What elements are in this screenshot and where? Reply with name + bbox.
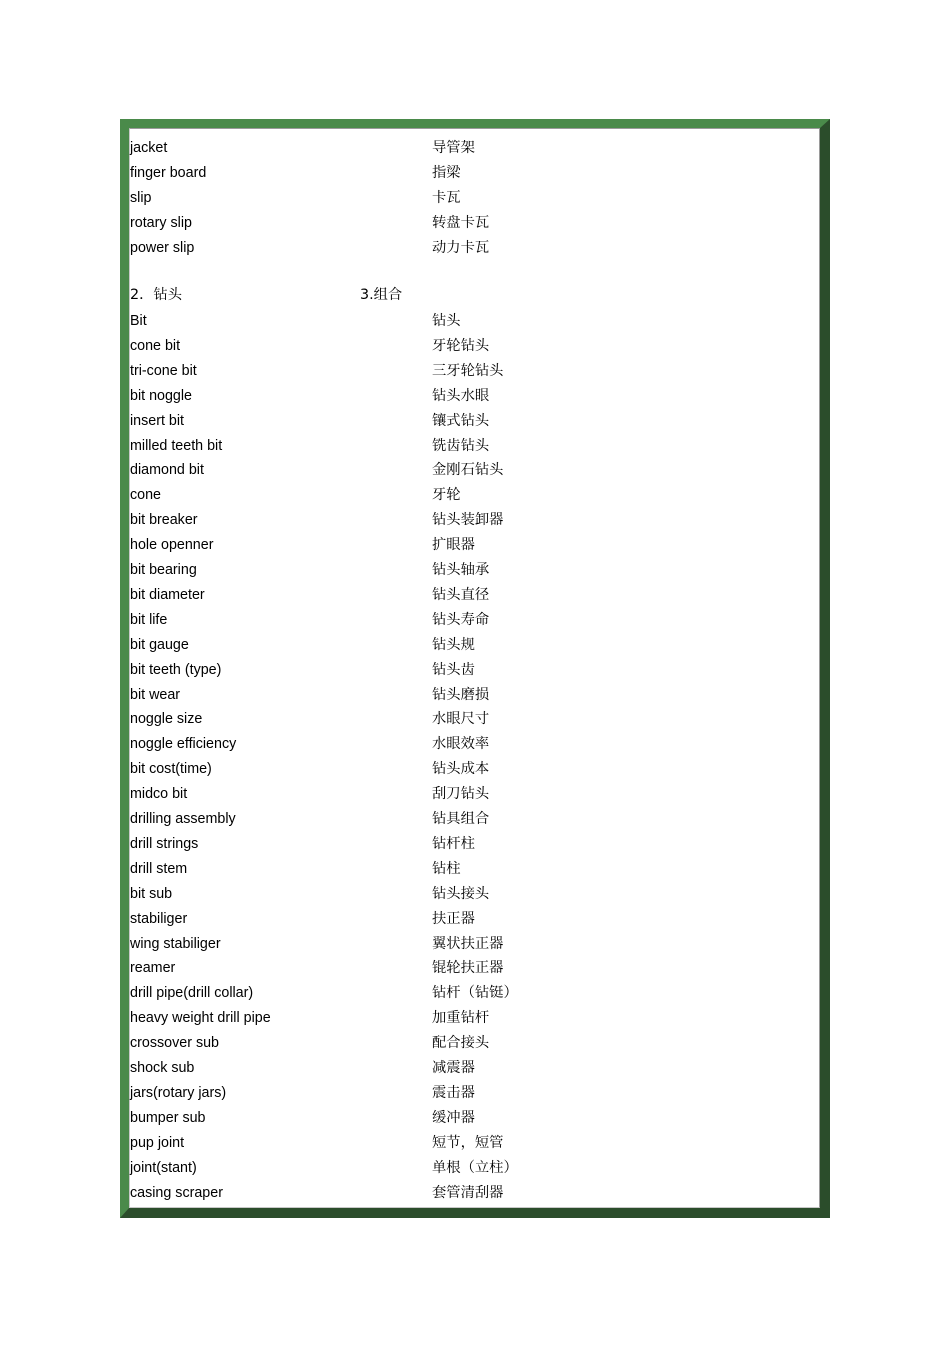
glossary-row — [0, 734, 950, 759]
glossary-row — [0, 510, 950, 535]
section-heading-assembly: 3.组合 — [360, 287, 403, 303]
glossary-row — [0, 361, 950, 386]
term-chinese: 锟轮扶正器 — [432, 960, 504, 977]
term-chinese: 单根（立柱） — [432, 1159, 518, 1176]
term-chinese: 钻头水眼 — [432, 387, 490, 404]
term-english: insert bit — [130, 412, 185, 429]
term-english: bit breaker — [130, 512, 198, 529]
glossary-row — [0, 138, 950, 163]
term-chinese: 指梁 — [432, 165, 461, 182]
term-english: bumper sub — [130, 1109, 206, 1126]
term-chinese: 钻头装卸器 — [432, 512, 504, 529]
glossary-row — [0, 238, 950, 263]
term-chinese: 钻头寿命 — [432, 611, 490, 628]
term-english: pup joint — [130, 1134, 185, 1151]
term-english: drilling assembly — [130, 811, 236, 827]
glossary-row — [0, 983, 950, 1008]
glossary-row — [0, 535, 950, 560]
glossary-row — [0, 884, 950, 909]
glossary-row — [0, 163, 950, 188]
term-chinese: 配合接头 — [432, 1035, 490, 1052]
term-chinese: 钻头轴承 — [432, 562, 490, 578]
term-english: bit wear — [130, 686, 181, 703]
term-english: casing scraper — [130, 1184, 223, 1201]
term-english: tri-cone bit — [130, 362, 197, 379]
glossary-row — [0, 1133, 950, 1158]
term-chinese: 钻头接头 — [432, 885, 490, 902]
glossary-row — [0, 784, 950, 809]
term-chinese: 钻头直径 — [432, 586, 490, 603]
glossary-row — [0, 709, 950, 734]
term-english: bit teeth (type) — [130, 661, 222, 678]
term-english: drill stem — [130, 860, 188, 877]
term-english: jars(rotary jars) — [130, 1084, 227, 1101]
term-english: diamond bit — [130, 462, 204, 479]
term-english: stabiliger — [130, 910, 188, 927]
glossary-row — [0, 635, 950, 660]
glossary-row — [0, 1058, 950, 1083]
glossary-row — [0, 909, 950, 934]
term-english: shock sub — [130, 1060, 195, 1076]
term-chinese: 减震器 — [432, 1060, 475, 1076]
term-chinese: 金刚石钻头 — [432, 462, 504, 479]
term-chinese: 短节，短管 — [432, 1134, 504, 1151]
term-chinese: 转盘卡瓦 — [432, 215, 490, 232]
term-english: drill pipe(drill collar) — [130, 985, 254, 1002]
term-english: noggle efficiency — [130, 736, 237, 753]
glossary-row — [0, 485, 950, 510]
term-english: power slip — [130, 240, 195, 257]
term-english: cone bit — [130, 337, 181, 354]
term-chinese: 扩眼器 — [432, 537, 475, 554]
term-chinese: 三牙轮钻头 — [432, 362, 504, 379]
term-chinese: 钻头成本 — [432, 761, 490, 778]
term-chinese: 钻具组合 — [432, 811, 490, 827]
term-english: cone — [130, 487, 162, 504]
term-english: noggle size — [130, 711, 203, 728]
term-english: drill strings — [130, 835, 199, 852]
term-english: Bit — [130, 313, 147, 329]
term-english: reamer — [130, 960, 176, 977]
term-english: milled teeth bit — [130, 437, 223, 454]
glossary-row — [0, 585, 950, 610]
term-chinese: 钻头 — [432, 313, 461, 329]
term-chinese: 牙轮钻头 — [432, 337, 490, 354]
glossary-row — [0, 386, 950, 411]
term-english: jacket — [130, 140, 168, 156]
term-chinese: 钻柱 — [432, 860, 461, 877]
term-english: bit noggle — [130, 387, 193, 404]
glossary-row — [0, 834, 950, 859]
term-english: bit bearing — [130, 562, 197, 578]
glossary-row — [0, 436, 950, 461]
glossary-row — [0, 411, 950, 436]
term-english: rotary slip — [130, 215, 192, 232]
term-english: bit gauge — [130, 636, 189, 653]
term-chinese: 牙轮 — [432, 487, 461, 504]
term-english: hole openner — [130, 537, 214, 554]
term-chinese: 钻杆柱 — [432, 835, 475, 852]
glossary-row — [0, 311, 950, 336]
term-english: bit life — [130, 611, 168, 628]
term-chinese: 震击器 — [432, 1084, 475, 1101]
glossary-row — [0, 188, 950, 213]
glossary-row — [0, 934, 950, 959]
term-chinese: 加重钻杆 — [432, 1010, 490, 1027]
glossary-row — [0, 1108, 950, 1133]
term-chinese: 铣齿钻头 — [432, 437, 490, 454]
term-english: bit diameter — [130, 586, 205, 603]
term-chinese: 动力卡瓦 — [432, 240, 490, 257]
glossary-row — [0, 1008, 950, 1033]
glossary-row — [0, 660, 950, 685]
glossary-row — [0, 336, 950, 361]
glossary-row — [0, 610, 950, 635]
term-chinese: 缓冲器 — [432, 1109, 475, 1126]
term-english: joint(stant) — [130, 1159, 197, 1176]
glossary-row — [0, 560, 950, 585]
term-english: bit cost(time) — [130, 761, 212, 778]
term-english: slip — [130, 190, 152, 207]
glossary-row — [0, 1158, 950, 1183]
term-chinese: 钻杆（钻铤） — [432, 985, 518, 1002]
glossary-row — [0, 859, 950, 884]
glossary-row — [0, 958, 950, 983]
glossary-row — [0, 460, 950, 485]
glossary-row — [0, 1033, 950, 1058]
term-english: finger board — [130, 165, 207, 182]
term-chinese: 翼状扶正器 — [432, 935, 504, 952]
term-english: midco bit — [130, 786, 188, 803]
term-chinese: 扶正器 — [432, 910, 475, 927]
term-chinese: 套管清刮器 — [432, 1184, 504, 1201]
term-chinese: 钻头磨损 — [432, 686, 490, 703]
section-heading-bit: 2．钻头 — [130, 287, 182, 303]
term-chinese: 卡瓦 — [432, 190, 461, 207]
term-chinese: 刮刀钻头 — [432, 786, 490, 803]
term-english: crossover sub — [130, 1035, 219, 1052]
glossary-row — [0, 759, 950, 784]
term-english: bit sub — [130, 885, 173, 902]
glossary-row — [0, 213, 950, 238]
term-chinese: 钻头规 — [432, 636, 475, 653]
term-english: heavy weight drill pipe — [130, 1010, 271, 1027]
glossary-row — [0, 809, 950, 834]
term-chinese: 水眼尺寸 — [432, 711, 490, 728]
glossary-row — [0, 1183, 950, 1208]
term-english: wing stabiliger — [130, 935, 221, 952]
glossary-row — [0, 685, 950, 710]
term-chinese: 钻头齿 — [432, 661, 475, 678]
term-chinese: 水眼效率 — [432, 736, 490, 753]
term-chinese: 镶式钻头 — [432, 412, 490, 429]
glossary-row — [0, 1083, 950, 1108]
term-chinese: 导管架 — [432, 140, 475, 156]
